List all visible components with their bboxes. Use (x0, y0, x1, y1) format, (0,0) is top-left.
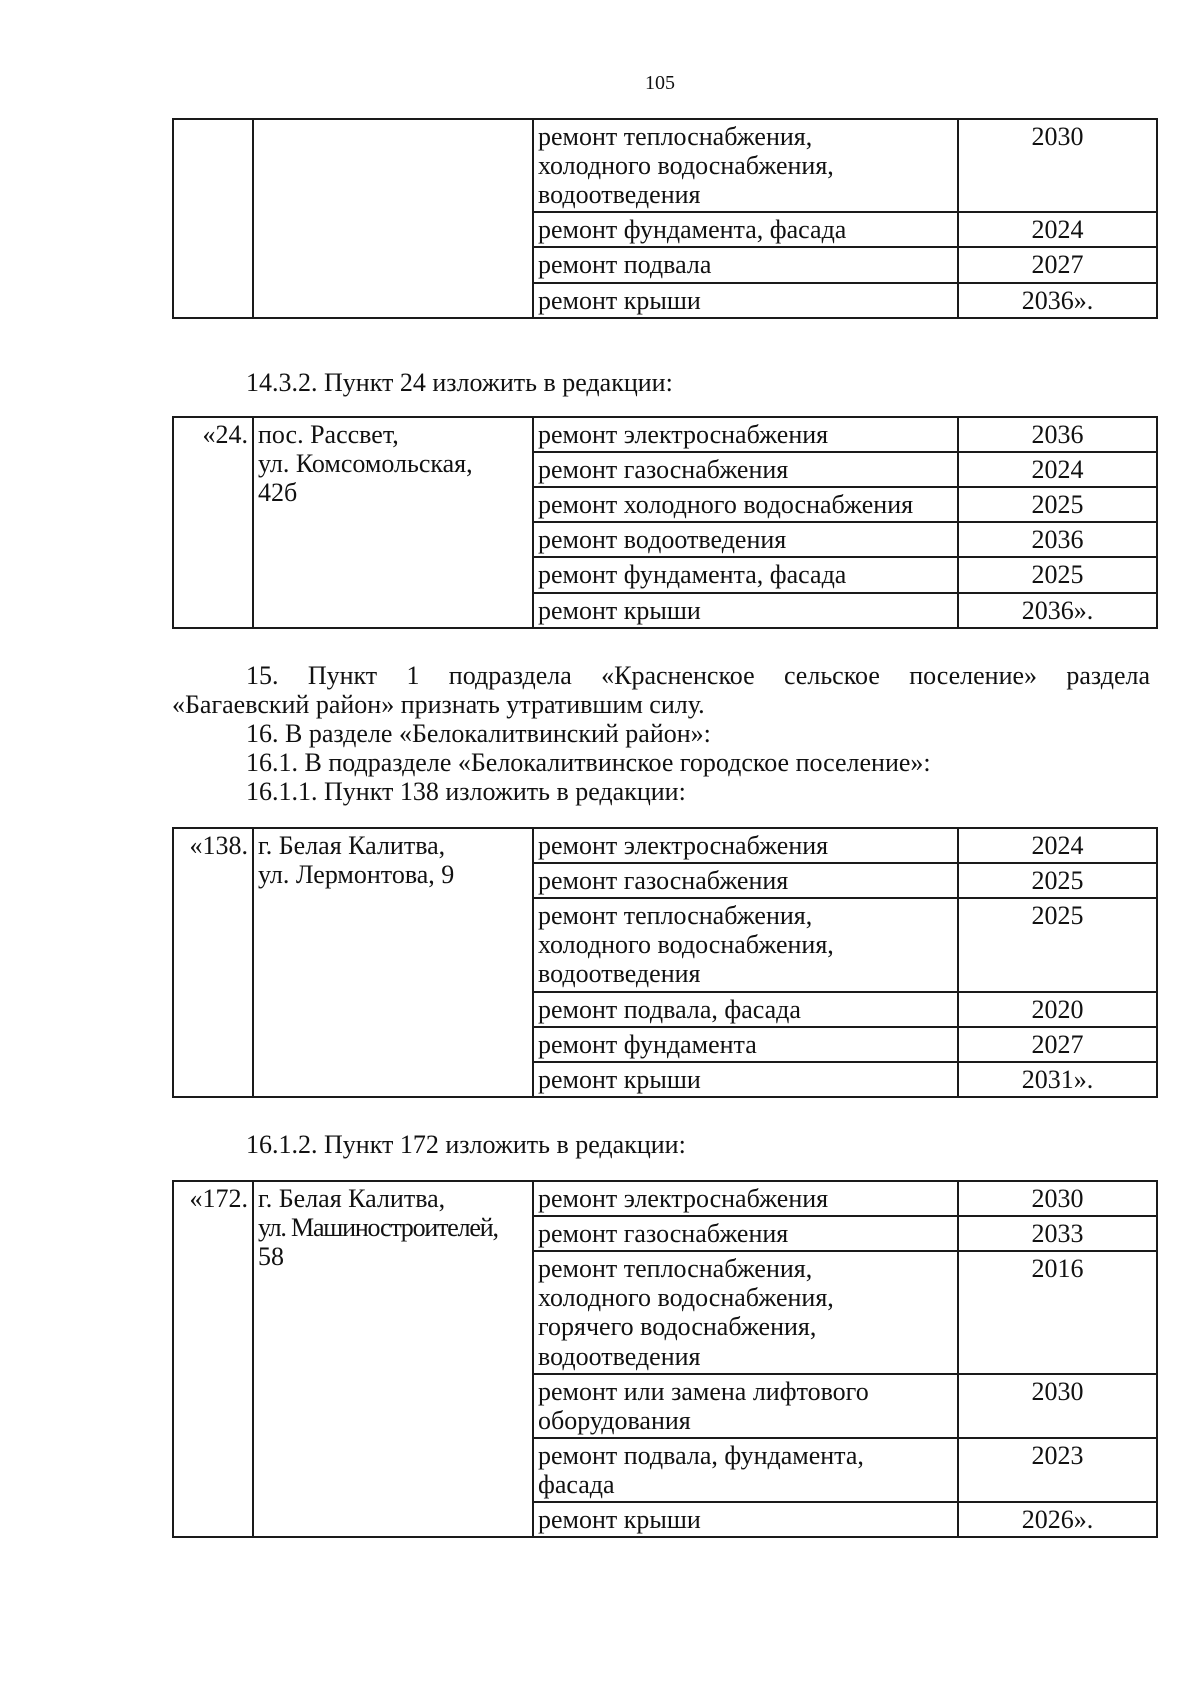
address-cell (253, 1181, 533, 1537)
year-value: 2027 (1031, 250, 1084, 280)
item-number: «172. (189, 1184, 248, 1213)
work-type-line: водоотведения (538, 959, 701, 989)
year-value: 2024 (1031, 215, 1084, 245)
year-value: 2023 (1031, 1440, 1084, 1470)
work-type-cell (533, 487, 958, 522)
year-value: 2025 (1031, 490, 1084, 520)
table-item-24 (172, 416, 1158, 629)
work-type-line: ремонт фундамента (538, 1029, 757, 1059)
work-type-line: ремонт теплоснабжения, (538, 1254, 813, 1284)
work-type-line: ремонт фундамента, фасада (538, 560, 847, 590)
year-value: 2026». (1021, 1505, 1094, 1535)
work-type-line: ремонт крыши (538, 1064, 701, 1094)
year-cell (958, 1438, 1157, 1502)
paragraph-16: 16. В разделе «Белокалитвинский район»: (246, 719, 711, 748)
address-line: ул. Лермонтова, 9 (258, 860, 455, 890)
work-type-cell (533, 898, 958, 991)
paragraph-14-3-2: 14.3.2. Пункт 24 изложить в редакции: (246, 368, 673, 397)
year-value: 2036 (1031, 525, 1084, 555)
work-type-line: ремонт газоснабжения (538, 866, 789, 896)
year-value: 2025 (1031, 560, 1084, 590)
work-type-cell (533, 283, 958, 318)
item-number: «138. (189, 831, 248, 860)
work-type-line: ремонт электроснабжения (538, 831, 829, 860)
work-type-line: ремонт крыши (538, 1505, 701, 1535)
table-item-172 (172, 1180, 1158, 1538)
year-value: 2036». (1021, 285, 1094, 315)
year-cell (958, 119, 1157, 212)
year-value: 2024 (1031, 831, 1084, 860)
item-number-cell (173, 1181, 253, 1537)
item-number-cell (173, 417, 253, 628)
year-cell (958, 898, 1157, 991)
address-line: ул. Комсомольская, (258, 449, 473, 479)
work-type-cell (533, 452, 958, 487)
paragraph-15-line-2: «Багаевский район» признать утратившим силу. (172, 690, 705, 719)
work-type-cell (533, 1181, 958, 1216)
work-type-cell (533, 212, 958, 247)
address-cell (253, 119, 533, 318)
work-type-line: ремонт теплоснабжения, (538, 901, 813, 931)
work-type-line: водоотведения (538, 1341, 701, 1371)
work-type-line: ремонт подвала, фасада (538, 994, 801, 1024)
year-value: 2025 (1031, 901, 1084, 931)
address-line: г. Белая Калитва, (258, 1184, 446, 1213)
work-type-line: ремонт подвала, фундамента, (538, 1440, 864, 1470)
work-type-line: горячего водоснабжения, (538, 1312, 817, 1342)
year-value: 2030 (1031, 1376, 1084, 1406)
year-cell (958, 593, 1157, 628)
paragraph-16-1: 16.1. В подразделе «Белокалитвинское городское поселение»: (246, 748, 931, 777)
table-row (173, 828, 1157, 863)
year-cell (958, 522, 1157, 557)
work-type-line: холодного водоснабжения, (538, 930, 834, 960)
item-number-cell (173, 828, 253, 1097)
work-type-line: ремонт холодного водоснабжения (538, 490, 914, 520)
year-cell (958, 417, 1157, 452)
year-value: 2036». (1021, 595, 1094, 625)
year-value: 2031». (1021, 1064, 1094, 1094)
work-type-cell (533, 1374, 958, 1438)
year-cell (958, 863, 1157, 898)
work-type-line: ремонт крыши (538, 285, 701, 315)
work-type-line: ремонт электроснабжения (538, 420, 829, 449)
work-type-line: ремонт газоснабжения (538, 455, 789, 485)
address-line: 42б (258, 478, 298, 508)
work-type-line: оборудования (538, 1405, 691, 1435)
year-cell (958, 487, 1157, 522)
year-value: 2036 (1031, 420, 1084, 449)
work-type-line: ремонт фундамента, фасада (538, 215, 847, 245)
work-type-cell (533, 828, 958, 863)
year-cell (958, 992, 1157, 1027)
year-value: 2030 (1031, 122, 1084, 151)
year-value: 2025 (1031, 866, 1084, 896)
table-top (172, 118, 1158, 319)
year-value: 2016 (1031, 1254, 1084, 1284)
table-row (173, 1181, 1157, 1216)
year-cell (958, 1502, 1157, 1537)
work-type-line: ремонт или замена лифтового (538, 1376, 869, 1406)
work-type-cell (533, 992, 958, 1027)
paragraph-16-1-1: 16.1.1. Пункт 138 изложить в редакции: (246, 777, 686, 806)
address-line: г. Белая Калитва, (258, 831, 446, 860)
work-type-cell (533, 417, 958, 452)
year-cell (958, 828, 1157, 863)
year-value: 2024 (1031, 455, 1084, 485)
year-cell (958, 212, 1157, 247)
year-value: 2033 (1031, 1219, 1084, 1249)
work-type-line: ремонт подвала (538, 250, 712, 280)
work-type-line: водоотведения (538, 180, 701, 210)
work-type-cell (533, 1502, 958, 1537)
year-cell (958, 1062, 1157, 1097)
work-type-line: фасада (538, 1469, 615, 1499)
paragraph-15-line-1: 15. Пункт 1 подраздела «Красненское сельское поселение» раздела (246, 661, 1150, 690)
table-item-138 (172, 827, 1158, 1098)
work-type-cell (533, 1216, 958, 1251)
work-type-cell (533, 522, 958, 557)
work-type-cell (533, 119, 958, 212)
item-number: «24. (202, 420, 248, 449)
year-cell (958, 1027, 1157, 1062)
page-number: 105 (645, 72, 675, 94)
year-cell (958, 557, 1157, 592)
year-cell (958, 452, 1157, 487)
address-cell (253, 417, 533, 628)
work-type-line: ремонт теплоснабжения, (538, 122, 813, 151)
work-type-line: ремонт крыши (538, 595, 701, 625)
year-value: 2020 (1031, 994, 1084, 1024)
work-type-line: ремонт газоснабжения (538, 1219, 789, 1249)
work-type-line: холодного водоснабжения, (538, 1283, 834, 1313)
year-value: 2030 (1031, 1184, 1084, 1213)
address-line: пос. Рассвет, (258, 420, 399, 449)
work-type-cell (533, 863, 958, 898)
work-type-line: ремонт водоотведения (538, 525, 787, 555)
work-type-cell (533, 593, 958, 628)
item-number-cell (173, 119, 253, 318)
work-type-line: холодного водоснабжения, (538, 151, 834, 181)
year-cell (958, 1374, 1157, 1438)
work-type-cell (533, 1251, 958, 1373)
address-line: 58 (258, 1242, 284, 1272)
work-type-cell (533, 557, 958, 592)
address-line: ул. Машиностроителей, (258, 1213, 498, 1243)
table-row (173, 417, 1157, 452)
work-type-line: ремонт электроснабжения (538, 1184, 829, 1213)
work-type-cell (533, 1062, 958, 1097)
work-type-cell (533, 1438, 958, 1502)
year-cell (958, 1216, 1157, 1251)
work-type-cell (533, 1027, 958, 1062)
year-cell (958, 1181, 1157, 1216)
paragraph-16-1-2: 16.1.2. Пункт 172 изложить в редакции: (246, 1130, 686, 1159)
table-row (173, 119, 1157, 212)
year-value: 2027 (1031, 1029, 1084, 1059)
work-type-cell (533, 247, 958, 282)
address-cell (253, 828, 533, 1097)
year-cell (958, 1251, 1157, 1373)
year-cell (958, 247, 1157, 282)
year-cell (958, 283, 1157, 318)
